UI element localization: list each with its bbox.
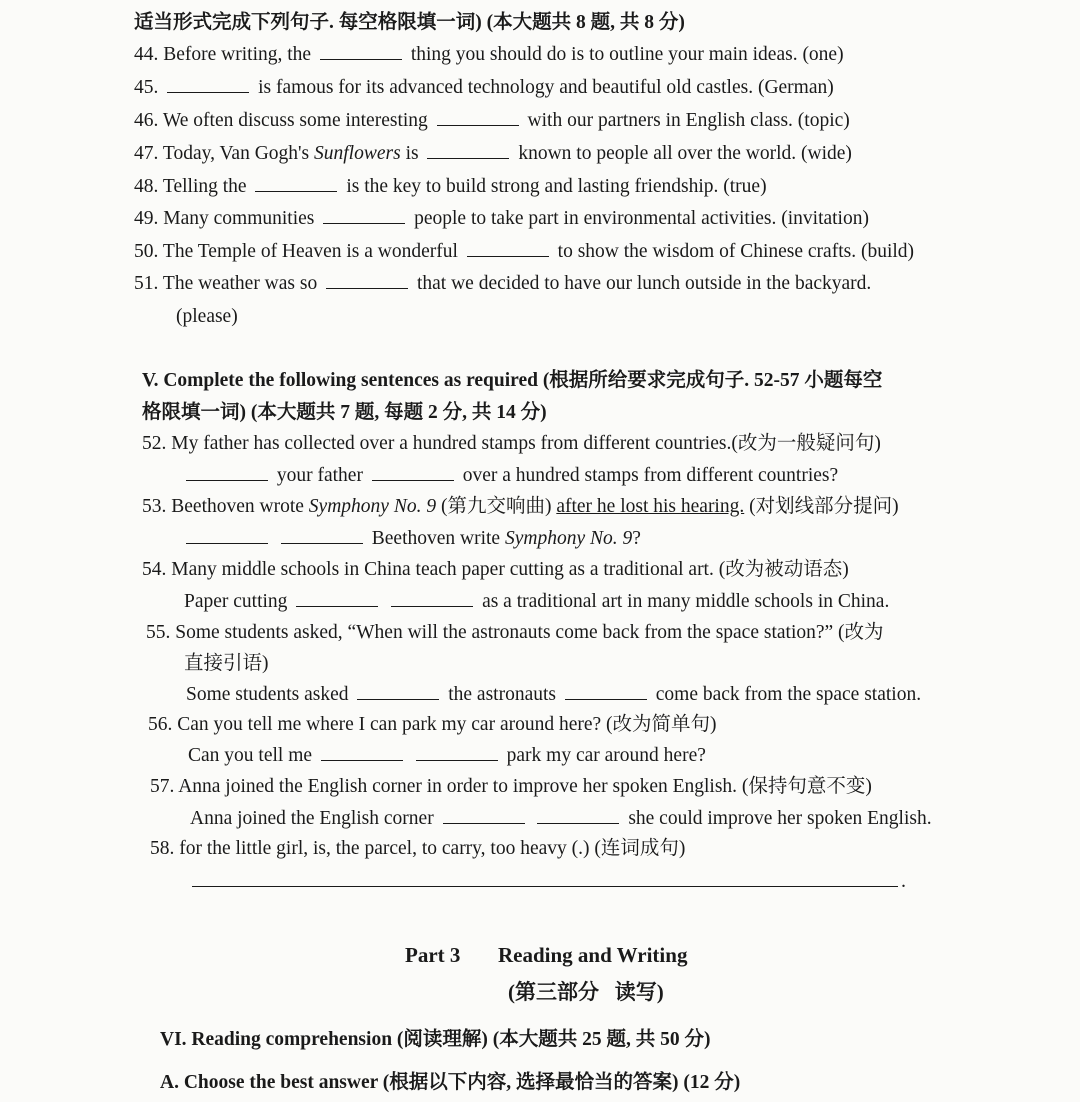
- answer-text: Some students asked: [186, 684, 349, 705]
- answer-blank[interactable]: [167, 76, 249, 93]
- question-52-answer: [182, 463, 838, 489]
- question-51: [134, 271, 871, 297]
- answer-blank[interactable]: [467, 240, 549, 257]
- section-a-heading: A. Choose the best answer (根据以下内容, 选择最恰当的答案) (12 分): [160, 1072, 741, 1093]
- question-number: 55.: [146, 622, 171, 643]
- question-text: Beethoven wrote: [171, 496, 304, 517]
- question-text: Before writing, the: [163, 44, 312, 65]
- artwork-title: Sunflowers: [314, 143, 401, 164]
- question-text: (第九交响曲): [440, 496, 552, 517]
- answer-text: come back from the space station.: [655, 684, 922, 705]
- question-number: 46.: [134, 110, 159, 131]
- question-text: to show the wisdom of Chinese crafts. (build): [557, 241, 915, 262]
- question-text: is the key to build strong and lasting friendship. (true): [346, 176, 767, 197]
- answer-text: Anna joined the English corner: [190, 808, 434, 829]
- question-number: 53.: [142, 496, 167, 517]
- part-title: Reading and Writing: [498, 943, 688, 967]
- question-text: My father has collected over a hundred stamps from different countries.(改为一般疑问句): [171, 433, 881, 454]
- question-text: is: [405, 143, 419, 164]
- answer-blank[interactable]: [443, 807, 525, 824]
- question-number: 54.: [142, 559, 167, 580]
- answer-blank[interactable]: [186, 527, 268, 544]
- question-57-answer: [190, 806, 932, 832]
- question-text: Anna joined the English corner in order to improve her spoken English. (保持句意不变): [178, 776, 872, 797]
- answer-blank[interactable]: [437, 109, 519, 126]
- question-text: The Temple of Heaven is a wonderful: [162, 241, 458, 262]
- question-47: [134, 141, 852, 167]
- question-46: [134, 108, 850, 134]
- question-53: [142, 494, 899, 520]
- question-48: [134, 174, 767, 200]
- question-51-continuation: (please): [176, 306, 238, 327]
- question-mark: ?: [632, 528, 641, 549]
- question-54: [142, 557, 849, 583]
- question-number: 47.: [134, 143, 159, 164]
- question-text: known to people all over the world. (wide): [518, 143, 852, 164]
- answer-blank[interactable]: [320, 43, 402, 60]
- question-number: 49.: [134, 208, 159, 229]
- answer-text: your father: [276, 465, 363, 486]
- answer-blank[interactable]: [537, 807, 619, 824]
- answer-blank[interactable]: [391, 590, 473, 607]
- question-text: Telling the: [162, 176, 247, 197]
- question-55: [146, 620, 884, 646]
- question-54-answer: [184, 589, 889, 615]
- question-text: The weather was so: [162, 273, 318, 294]
- answer-blank[interactable]: [281, 527, 363, 544]
- answer-text: park my car around here?: [506, 745, 706, 766]
- answer-blank[interactable]: [255, 175, 337, 192]
- work-title: Symphony No. 9: [504, 528, 633, 549]
- answer-text: the astronauts: [448, 684, 556, 705]
- answer-blank[interactable]: [296, 590, 378, 607]
- question-57: [150, 774, 872, 800]
- question-text: people to take part in environmental activities. (invitation): [414, 208, 869, 229]
- question-50: [134, 239, 914, 265]
- answer-line[interactable]: [192, 886, 898, 887]
- work-title: Symphony No. 9: [308, 496, 437, 517]
- section-v-heading-cont: 格限填一词) (本大题共 7 题, 每题 2 分, 共 14 分): [142, 402, 547, 423]
- question-number: 48.: [134, 176, 159, 197]
- question-text: (对划线部分提问): [749, 496, 899, 517]
- question-text: that we decided to have our lunch outside in the backyard.: [416, 273, 872, 294]
- answer-text: Beethoven write: [371, 528, 501, 549]
- answer-blank[interactable]: [565, 683, 647, 700]
- answer-blank[interactable]: [427, 142, 509, 159]
- answer-blank[interactable]: [186, 464, 268, 481]
- answer-text: she could improve her spoken English.: [628, 808, 932, 829]
- question-text: for the little girl, is, the parcel, to carry, too heavy (.) (连词成句): [179, 838, 686, 859]
- question-text: Today, Van Gogh's: [162, 143, 310, 164]
- question-number: 57.: [150, 776, 175, 797]
- question-number: 44.: [134, 44, 159, 65]
- question-52: [142, 431, 881, 457]
- answer-blank[interactable]: [326, 272, 408, 289]
- underlined-phrase: after he lost his hearing.: [556, 496, 745, 517]
- question-58: [150, 836, 685, 862]
- question-53-answer: [182, 526, 641, 552]
- section-vi-heading: VI. Reading comprehension (阅读理解) (本大题共 25 题, 共 50 分): [160, 1029, 711, 1050]
- question-49: [134, 206, 869, 232]
- question-text: is famous for its advanced technology and beautiful old castles. (German): [258, 77, 834, 98]
- question-text: Some students asked, “When will the astronauts come back from the space station?” (改为: [175, 622, 884, 643]
- question-number: 45.: [134, 77, 159, 98]
- question-text: We often discuss some interesting: [162, 110, 428, 131]
- question-text: Many communities: [163, 208, 315, 229]
- question-55-answer: [186, 682, 921, 708]
- question-number: 58.: [150, 838, 175, 859]
- answer-blank[interactable]: [323, 207, 405, 224]
- answer-text: Paper cutting: [184, 591, 288, 612]
- answer-blank[interactable]: [321, 744, 403, 761]
- section-v-heading: V. Complete the following sentences as required (根据所给要求完成句子. 52-57 小题每空: [142, 370, 883, 391]
- answer-blank[interactable]: [357, 683, 439, 700]
- question-number: 51.: [134, 273, 159, 294]
- question-56-answer: [188, 743, 706, 769]
- answer-text: Can you tell me: [188, 745, 313, 766]
- section-heading: 适当形式完成下列句子. 每空格限填一词) (本大题共 8 题, 共 8 分): [134, 12, 685, 33]
- question-56: [148, 712, 717, 738]
- answer-blank[interactable]: [416, 744, 498, 761]
- question-45: [134, 75, 834, 101]
- answer-text: as a traditional art in many middle schools in China.: [482, 591, 890, 612]
- answer-blank[interactable]: [372, 464, 454, 481]
- part-subtitle: (第三部分 读写): [508, 980, 664, 1004]
- question-number: 52.: [142, 433, 167, 454]
- question-44: [134, 42, 844, 68]
- question-number: 50.: [134, 241, 159, 262]
- question-text: Many middle schools in China teach paper cutting as a traditional art. (改为被动语态): [171, 559, 849, 580]
- part-number: Part 3: [405, 943, 461, 967]
- question-number: 56.: [148, 714, 173, 735]
- answer-line-period: .: [901, 870, 906, 892]
- answer-text: over a hundred stamps from different countries?: [462, 465, 839, 486]
- question-text: with our partners in English class. (topic): [527, 110, 850, 131]
- question-text: Can you tell me where I can park my car around here? (改为简单句): [177, 714, 717, 735]
- question-55-continuation: 直接引语): [184, 653, 269, 674]
- question-text: thing you should do is to outline your main ideas. (one): [410, 44, 844, 65]
